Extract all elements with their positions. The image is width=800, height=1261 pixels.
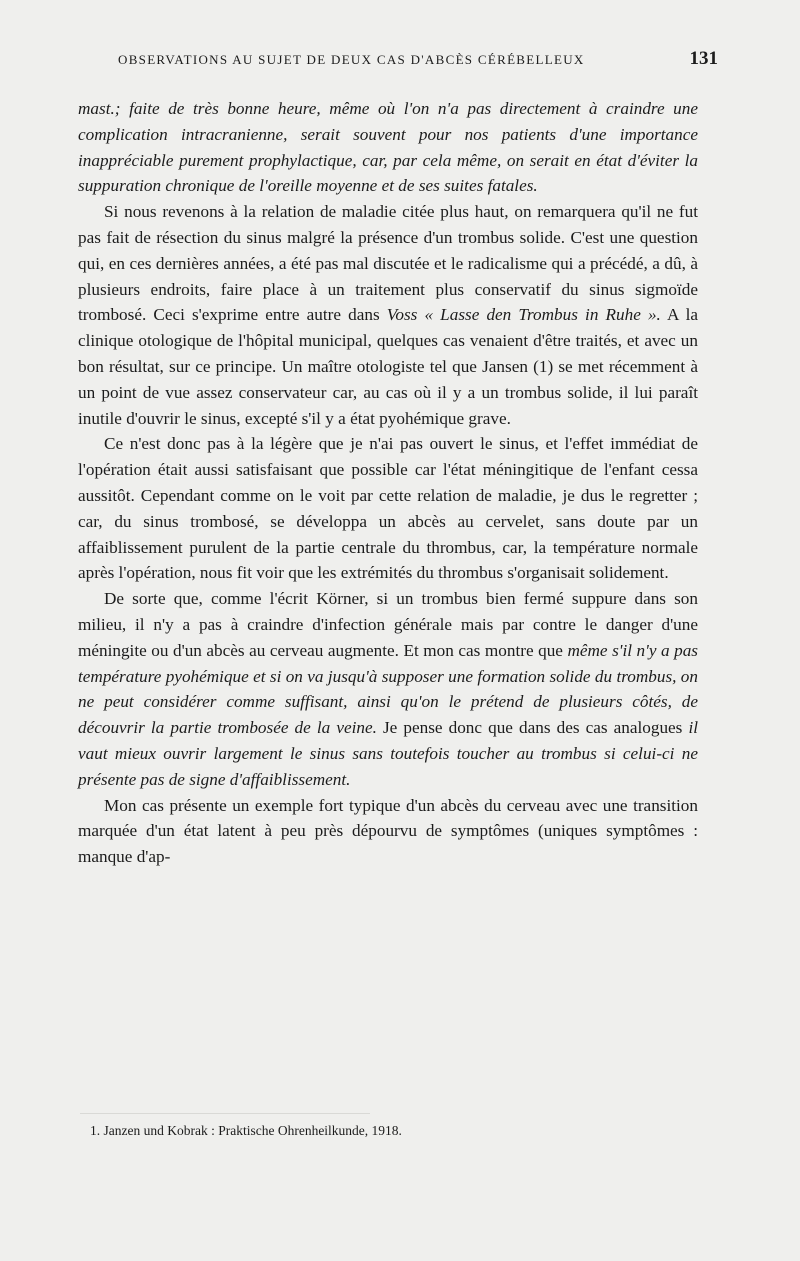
page-header [118,48,718,72]
paragraph-4-part-1: De sorte que, comme l'écrit Körner, si un trombus bien fermé suppure dans son milieu, il n'y a pas à craindre d'infection générale mais par contre le danger d'une méningite ou d'un abcès au cerveau augmente. Et mon cas montre que [78,589,698,660]
footnote: 1. Janzen und Kobrak : Praktische Ohrenheilkunde, 1918. [90,1123,402,1138]
body-text [78,96,698,870]
paragraph-5: Mon cas présente un exemple fort typique d'un abcès du cerveau avec une transition marquée d'un état latent à peu près dépourvu de symptômes (uniques symptômes : manque d'ap- [78,795,698,867]
paragraph-2-part-2: A la clinique otologique de l'hôpital municipal, quelques cas venaient d'être traités, et avec un bon résultat, sur ce principe. Un maître otologiste tel que Jansen (1) se met récemment à un point de vue assez conservateur car, au cas où il y a un trombus solide, il lui paraît inutile d'ouvrir le sinus, excepté s'il y a état pyohémique grave. [78,305,699,428]
paragraph-4-emphasis-2: il vaut mieux ouvrir largement le sinus sans toutefois toucher au trombus si celui-ci ne présente pas de signe d'affaiblissement. [78,718,699,789]
paragraph-3: Ce n'est donc pas à la légère que je n'ai pas ouvert le sinus, et l'effet immédiat de l'opération était aussi satisfaisant que possible car l'état méningitique de l'enfant cessa aussitôt. Cependant comme on le voit par cette relation de maladie, je dus le regretter ; car, du sinus trombosé, se développa un abcès au cervelet, sans doute par un affaiblissement purulent de la partie centrale du thrombus, car, la température normale après l'opération, nous fit voir que les extrémités du thrombus s'organisait solidement. [78,434,698,583]
paragraph-2 [78,199,698,431]
running-title: OBSERVATIONS AU SUJET DE DEUX CAS D'ABCÈS CÉRÉBELLEUX [118,52,585,67]
paragraph-1: mast.; faite de très bonne heure, même où l'on n'a pas directement à craindre une complication intracranienne, serait souvent pour nos patients d'une importance inappréciable purement prophylactique, car, par cela même, on serait en état d'éviter la suppuration chronique de l'oreille moyenne et de ses suites fatales. [78,99,698,196]
footnote-divider [80,1113,370,1114]
paragraph-2-part-1: Si nous revenons à la relation de maladie citée plus haut, on remarquera qu'il ne fut pas fait de résection du sinus malgré la présence d'un trombus solide. C'est une question qui, en ces dernières années, a été pas mal discutée et le radicalisme qui a précédé, a dû, à plusieurs endroits, faire place à un traitement plus conservatif du sinus sigmoïde trombosé. Ceci s'exprime entre autre dans [78,202,698,325]
page-number: 131 [689,48,718,69]
paragraph-4-emphasis-1: même s'il n'y a pas température pyohémique et si on va jusqu'à supposer une formation solide du trombus, on ne peut considérer comme suffisant, ainsi qu'on le prétend de plusieurs côtés, de découvrir la partie trombosée de la veine. [78,640,698,738]
paragraph-2-citation: Voss « Lasse den Trombus in Ruhe ». [386,305,661,325]
paragraph-4 [78,586,698,792]
paragraph-4-part-2: Je pense donc que dans des cas analogues [376,718,689,738]
